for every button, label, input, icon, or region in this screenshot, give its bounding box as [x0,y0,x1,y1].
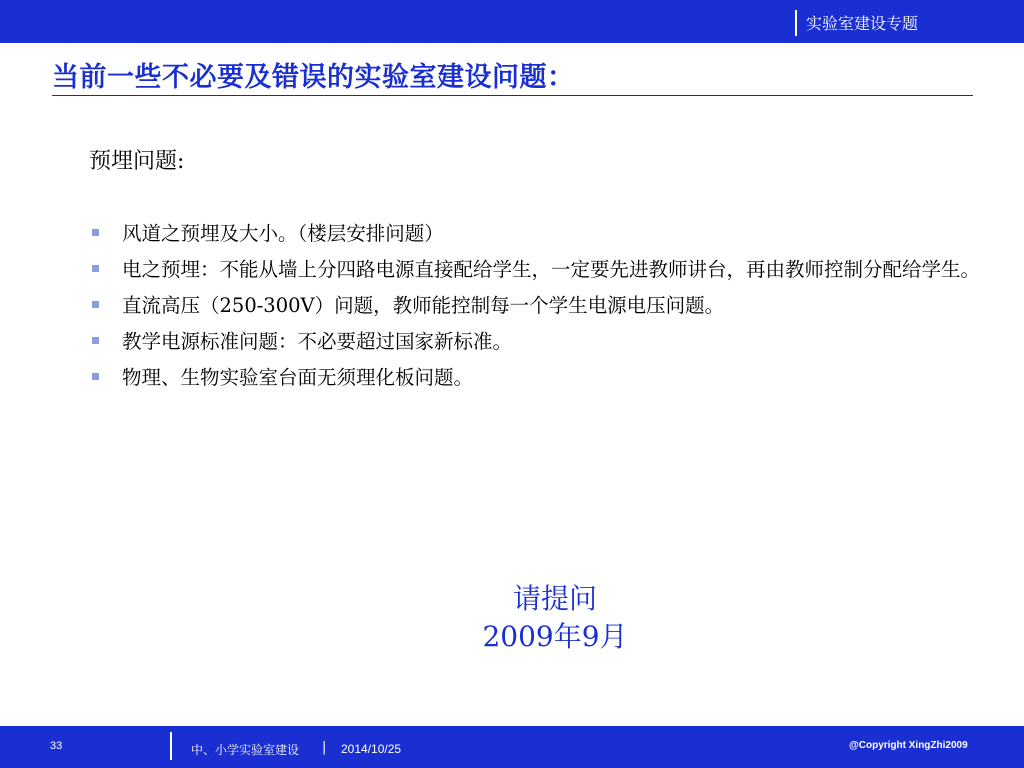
square-bullet-icon [92,301,99,308]
closing-block [470,580,640,656]
closing-question: 请提问 [512,582,597,615]
page-number: 33 [50,740,63,752]
slide-title: 当前一些不必要及错误的实验室建设问题： [52,62,575,93]
footer-separator: | [322,740,327,755]
title-underline [52,95,973,96]
footer-course: 中、小学实验室建设 [191,743,300,757]
header-divider [795,10,797,36]
bullet-text: 物理、生物实验室台面无须理化板问题。 [122,366,474,389]
bullet-text: 教学电源标准问题：不必要超过国家新标准。 [122,330,513,353]
bullet-text: 风道之预埋及大小。（楼层安排问题） [122,222,444,245]
square-bullet-icon [92,373,99,380]
bullet-item [92,364,982,391]
bullet-item [92,220,982,247]
footer-date: 2014/10/25 [341,742,402,756]
square-bullet-icon [92,229,99,236]
bullet-item [92,328,982,355]
footer-divider [170,732,172,760]
section-heading: 预埋问题: [89,149,185,174]
square-bullet-icon [92,265,99,272]
bullet-text: 直流高压（250-300V）问题，教师能控制每一个学生电源电压问题。 [122,294,725,317]
bullet-item [92,256,982,283]
topic-label: 实验室建设专题 [806,14,919,33]
copyright-notice: @Copyright XingZhi2009 [849,740,968,751]
bullet-item [92,292,982,319]
bullet-list [92,220,982,400]
square-bullet-icon [92,337,99,344]
closing-date: 2009年9月 [482,620,628,653]
bullet-text: 电之预埋：不能从墙上分四路电源直接配给学生，一定要先进教师讲台，再由教师控制分配给学生。 [122,258,981,281]
